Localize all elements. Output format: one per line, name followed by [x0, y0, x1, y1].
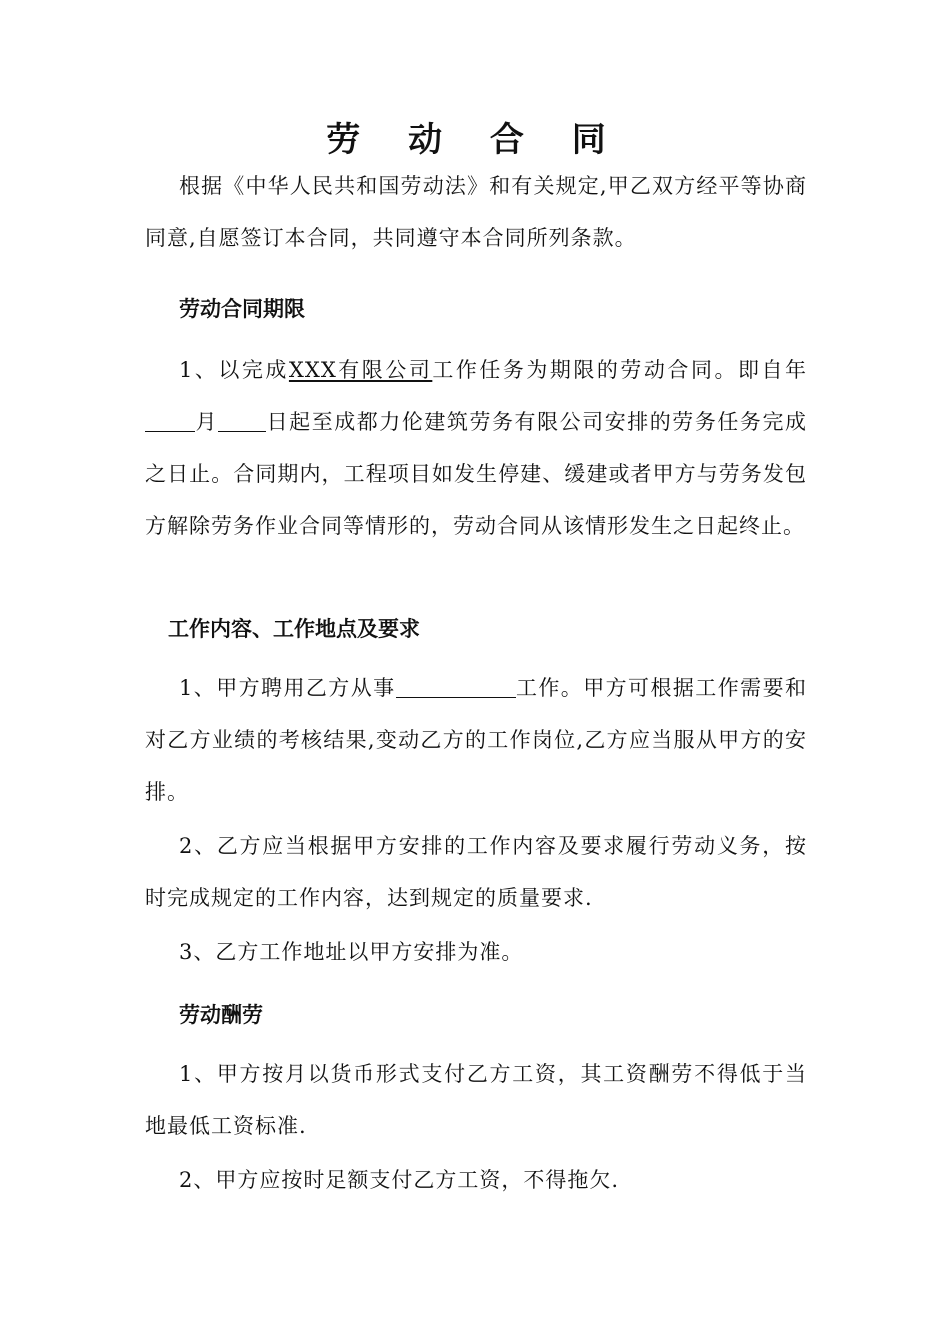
work-content-clause-2: 2、乙方应当根据甲方安排的工作内容及要求履行劳动义务，按时完成规定的工作内容，达到规定的质量要求.	[145, 834, 807, 910]
intro-paragraph: 根据《中华人民共和国劳动法》和有关规定,甲乙双方经平等协商同意,自愿签订本合同，共同遵守本合同所列条款。	[145, 174, 807, 250]
document-title: 劳 动 合 同	[326, 120, 624, 160]
work-content-clause-1	[145, 662, 807, 818]
remuneration-clause-2: 2、甲方应按时足额支付乙方工资，不得拖欠.	[179, 1168, 620, 1192]
clause-prefix: 1、以完成	[179, 358, 289, 382]
section-heading-work-content: 工作内容、工作地点及要求	[168, 617, 420, 641]
clause-rest-text: 日起至成都力伦建筑劳务有限公司安排的劳务任务完成之日止。合同期内，工程项目如发生停建、缓建或者甲方与劳务发包方解除劳务作业合同等情形的，劳动合同从该情形发生之日起终止。	[145, 410, 807, 538]
month-label: 月	[195, 410, 219, 434]
section-heading-contract-term: 劳动合同期限	[179, 297, 305, 321]
section-heading-remuneration: 劳动酬劳	[179, 1003, 263, 1027]
work-content-clause-3: 3、乙方工作地址以甲方安排为准。	[179, 940, 524, 964]
year-month-blank	[145, 409, 195, 432]
clause-prefix: 1、甲方聘用乙方从事	[179, 676, 396, 700]
remuneration-clause-1: 1、甲方按月以货币形式支付乙方工资，其工资酬劳不得低于当地最低工资标准.	[145, 1062, 807, 1138]
day-blank	[218, 409, 266, 432]
clause-mid-text: 工作任务为期限的劳动合同。即自年	[432, 358, 807, 382]
company-name: XXX有限公司	[288, 358, 433, 382]
job-title-blank	[396, 675, 516, 698]
clause-suffix: 工作。甲方可根据工作需要和对乙方业绩的考核结果,变动乙方的工作岗位,乙方应当服从甲方的安排。	[145, 676, 807, 804]
contract-term-clause-1	[145, 344, 807, 552]
